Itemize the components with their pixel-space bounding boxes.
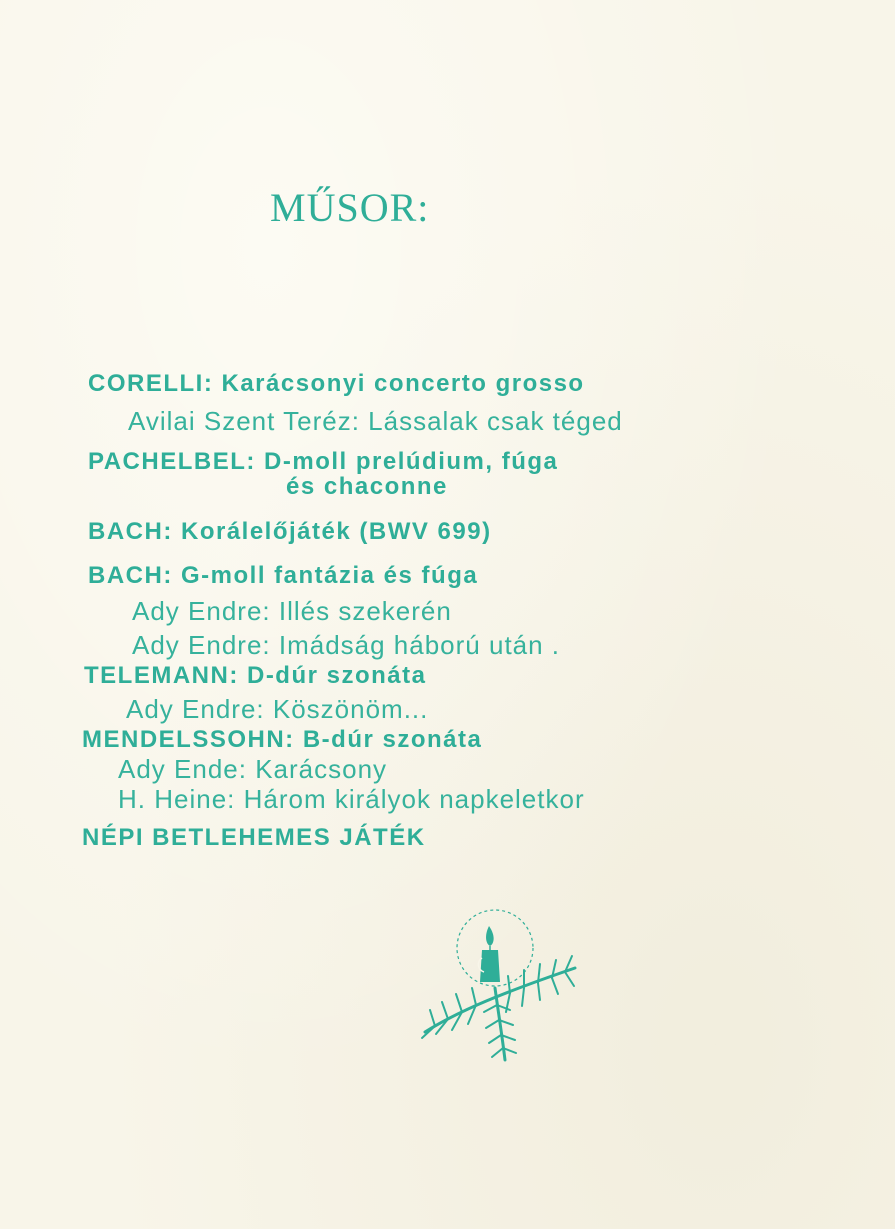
program-item-mendelssohn: MENDELSSOHN: B-dúr szonáta	[82, 726, 483, 753]
program-item-pachelbel: PACHELBEL: D-moll prelúdium, fúga	[88, 448, 559, 475]
program-item-bach-fantasia: BACH: G-moll fantázia és fúga	[88, 562, 479, 589]
program-item-reading-ady-imadsag: Ady Endre: Imádság háború után .	[132, 630, 561, 660]
program-item-reading-ady-illes: Ady Endre: Illés szekerén	[132, 596, 452, 626]
program-item-betlehemes: NÉPI BETLEHEMES JÁTÉK	[82, 824, 426, 851]
program-item-pachelbel-cont: és chaconne	[286, 473, 448, 500]
program-item-bach-choral: BACH: Korálelőjáték (BWV 699)	[88, 518, 492, 545]
program-item-reading-teresa: Avilai Szent Teréz: Lássalak csak téged	[128, 406, 623, 436]
program-item-reading-heine: H. Heine: Három királyok napkeletkor	[118, 784, 585, 814]
page-title: MŰSOR:	[270, 185, 430, 230]
candle-pine-branch-icon	[410, 900, 590, 1070]
program-item-reading-ady-koszonom: Ady Endre: Köszönöm...	[126, 694, 429, 724]
program-item-telemann: TELEMANN: D-dúr szonáta	[84, 662, 427, 689]
program-item-reading-ady-karacsony: Ady Ende: Karácsony	[118, 754, 388, 784]
program-item-corelli: CORELLI: Karácsonyi concerto grosso	[88, 370, 585, 397]
